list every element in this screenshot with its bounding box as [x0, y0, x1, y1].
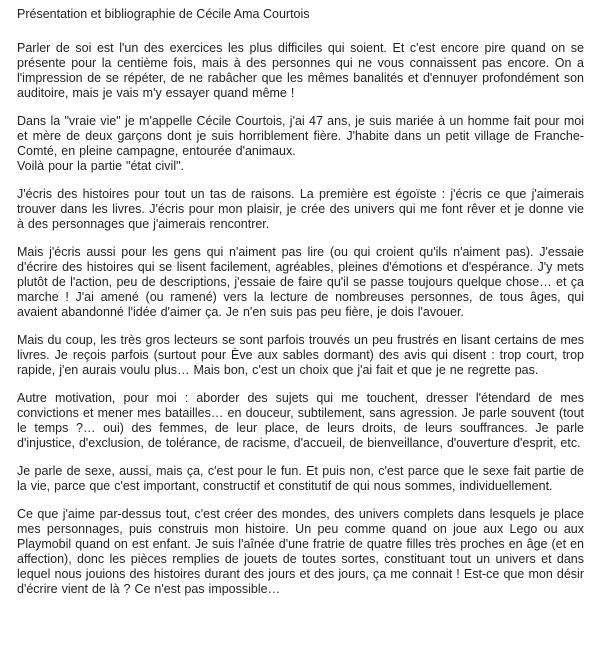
paragraph-world-building: Ce que j'aime par-dessus tout, c'est créer des mondes, des univers complets dans lesquels je place mes personnages, puis construis mon histoire. Un peu comme quand on joue aux Lego ou aux Playmobil quand on est enfant. Je suis l'aînée d'une fratrie de quatre filles très proches en âge (et en affection), donc les pièces remplies de jouets de toutes sortes, constituant tout un univers et dans lequel nous jouions des histoires durant des jours et des jours, ça me connait ! Est-ce que mon désir d'écrire vient de là ? Ce n'est pas impossible…: [17, 507, 584, 596]
paragraph-etat-civil-closing-line: Voilà pour la partie "état civil".: [17, 159, 185, 173]
paragraph-motivations-themes: Autre motivation, pour moi : aborder des sujets qui me touchent, dresser l'étendard de mes convictions et mener mes batailles… en douceur, subtilement, sans agression. Je parle souvent (tout le temps ?… oui) des femmes, de leur place, de leurs droits, de leurs souffrances. Je parle d'injustice, d'exclusion, de tolérance, de racisme, d'accueil, de bienveillance, d'ouverture d'esprit, etc.: [17, 391, 584, 450]
document-title: Présentation et bibliographie de Cécile Ama Courtois: [17, 7, 310, 21]
paragraph-about-sex-topic: Je parle de sexe, aussi, mais ça, c'est pour le fun. Et puis non, c'est parce que le sexe fait partie de la vie, parce que c'est important, constructif et constitutif de qui nous sommes, individuellement.: [17, 464, 584, 493]
paragraph-etat-civil: Dans la "vraie vie" je m'appelle Cécile Courtois, j'ai 47 ans, je suis mariée à un homme fait pour moi et mère de deux garçons dont je suis horriblement fière. J'habite dans un petit village de Franche-Comté, en pleine campagne, entourée d'animaux.: [17, 114, 584, 158]
paragraph-reader-feedback: Mais du coup, les très gros lecteurs se sont parfois trouvés un peu frustrés en lisant certains de mes livres. Je reçois parfois (surtout pour Ève aux sables dormant) des avis qui disent : trop court, trop rapide, j'en aurais voulu plus… Mais bon, c'est un choix que j'ai fait et que je ne regrette pas.: [17, 333, 584, 377]
paragraph-why-i-write: J'écris des histoires pour tout un tas de raisons. La première est égoïste : j'écris ce que j'aimerais trouver dans les livres. J'écris pour mon plaisir, je crée des univers qui me font rêver et je donne vie à des personnages que j'aimerais rencontrer.: [17, 187, 584, 231]
paragraph-intro: Parler de soi est l'un des exercices les plus difficiles qui soient. Et c'est encore pire quand on se présente pour la centième fois, mais à des personnes qui ne vous connaissent pas encore. On a l'impression de se répéter, de ne rabâcher que les mêmes banalités et d'ennuyer profondément son auditoire, mais je vais m'y essayer quand même !: [17, 41, 584, 100]
paragraph-writing-for-non-readers: Mais j'écris aussi pour les gens qui n'aiment pas lire (ou qui croient qu'ils n'aiment pas). J'essaie d'écrire des histoires qui se lisent facilement, agréables, pleines d'émotions et d'espérance. J'y mets plutôt de l'action, peu de descriptions, j'essaie de faire qu'il se passe toujours quelque chose… et ça marche ! J'ai amené (ou ramené) vers la lecture de nombreuses personnes, de tous âges, qui avaient abandonné l'idée d'aimer ça. Je n'en suis pas peu fière, je dois l'avouer.: [17, 245, 584, 319]
